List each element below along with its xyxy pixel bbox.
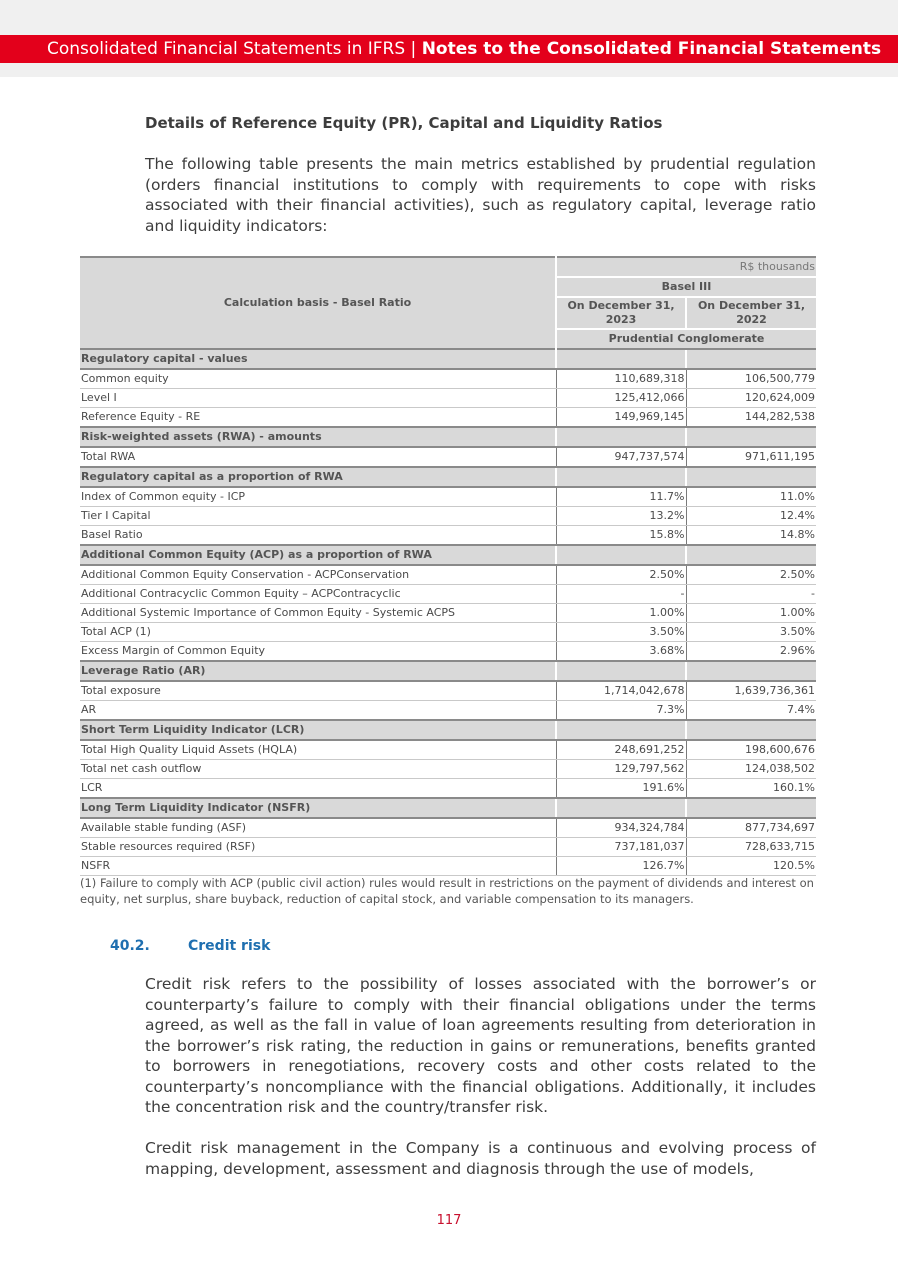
table-group-row bbox=[80, 545, 816, 565]
credit-risk-paragraph: Credit risk refers to the possibility of losses associated with the borrower’s or counterparty’s failure to comply with their financial obligations under the terms agreed, as well as the fall in value of loan agreements resulting from deterioration in the borrower’s risk rating, the reduction in gains or remunerations, benefits granted to borrowers in renegotiations, recovery costs and other costs related to the counterparty’s noncompliance with the financial obligations. Additionally, it includes the concentration risk and the country/transfer risk. bbox=[145, 975, 816, 1116]
column-header-2022: On December 31, 2022 bbox=[686, 297, 816, 329]
value-2022: 1.00% bbox=[686, 604, 816, 623]
value-2023: 934,324,784 bbox=[556, 818, 686, 838]
value-2023: - bbox=[556, 585, 686, 604]
value-2023: 7.3% bbox=[556, 701, 686, 721]
capital-metrics-table bbox=[80, 256, 816, 876]
group-spacer bbox=[556, 427, 686, 447]
table-body bbox=[80, 349, 816, 876]
row-label: NSFR bbox=[80, 857, 556, 876]
subsection-number: 40.2. bbox=[110, 938, 150, 954]
value-2023: 110,689,318 bbox=[556, 369, 686, 389]
value-2023: 13.2% bbox=[556, 507, 686, 526]
top-margin bbox=[0, 0, 898, 35]
framework-header: Basel III bbox=[556, 277, 816, 297]
value-2022: 14.8% bbox=[686, 526, 816, 546]
value-2023: 149,969,145 bbox=[556, 408, 686, 428]
group-spacer bbox=[686, 798, 816, 818]
header-section: Consolidated Financial Statements in IFRS bbox=[47, 39, 406, 59]
value-2022: 877,734,697 bbox=[686, 818, 816, 838]
row-label: Tier I Capital bbox=[80, 507, 556, 526]
value-2022: 7.4% bbox=[686, 701, 816, 721]
table-row bbox=[80, 565, 816, 585]
value-2023: 126.7% bbox=[556, 857, 686, 876]
intro-paragraph: The following table presents the main metrics established by prudential regulation (orders financial institutions to comply with requirements to cope with risks associated with their financial activities), such as regulatory capital, leverage ratio and liquidity indicators: bbox=[145, 155, 816, 235]
group-title: Long Term Liquidity Indicator (NSFR) bbox=[80, 798, 556, 818]
table-row bbox=[80, 526, 816, 546]
value-2023: 15.8% bbox=[556, 526, 686, 546]
credit-risk-management-paragraph: Credit risk management in the Company is a continuous and evolving process of mapping, development, assessment and diagnosis through the use of models, bbox=[145, 1139, 816, 1178]
group-title: Short Term Liquidity Indicator (LCR) bbox=[80, 720, 556, 740]
group-spacer bbox=[556, 545, 686, 565]
page-number: 117 bbox=[436, 1213, 462, 1228]
row-label: Reference Equity - RE bbox=[80, 408, 556, 428]
value-2022: 971,611,195 bbox=[686, 447, 816, 467]
value-2023: 248,691,252 bbox=[556, 740, 686, 760]
table-row bbox=[80, 507, 816, 526]
group-spacer bbox=[686, 720, 816, 740]
unit-header: R$ thousands bbox=[556, 257, 816, 277]
value-2023: 129,797,562 bbox=[556, 760, 686, 779]
scope-header: Prudential Conglomerate bbox=[556, 329, 816, 349]
value-2023: 191.6% bbox=[556, 779, 686, 799]
table-row bbox=[80, 389, 816, 408]
table-group-row bbox=[80, 661, 816, 681]
group-title: Risk-weighted assets (RWA) - amounts bbox=[80, 427, 556, 447]
table-group-row bbox=[80, 349, 816, 369]
value-2023: 125,412,066 bbox=[556, 389, 686, 408]
row-label: Excess Margin of Common Equity bbox=[80, 642, 556, 662]
table-row bbox=[80, 642, 816, 662]
table-row bbox=[80, 487, 816, 507]
row-label: Common equity bbox=[80, 369, 556, 389]
table-row bbox=[80, 623, 816, 642]
row-label: Stable resources required (RSF) bbox=[80, 838, 556, 857]
value-2023: 2.50% bbox=[556, 565, 686, 585]
value-2022: 120,624,009 bbox=[686, 389, 816, 408]
group-title: Leverage Ratio (AR) bbox=[80, 661, 556, 681]
subsection-heading bbox=[110, 938, 271, 954]
value-2022: 728,633,715 bbox=[686, 838, 816, 857]
row-label: Total ACP (1) bbox=[80, 623, 556, 642]
group-spacer bbox=[686, 349, 816, 369]
value-2022: 124,038,502 bbox=[686, 760, 816, 779]
value-2022: 160.1% bbox=[686, 779, 816, 799]
group-spacer bbox=[686, 467, 816, 487]
group-spacer bbox=[556, 349, 686, 369]
value-2022: 106,500,779 bbox=[686, 369, 816, 389]
table-row bbox=[80, 447, 816, 467]
value-2022: 198,600,676 bbox=[686, 740, 816, 760]
row-label: Level I bbox=[80, 389, 556, 408]
row-label: Basel Ratio bbox=[80, 526, 556, 546]
group-spacer bbox=[556, 467, 686, 487]
table-row bbox=[80, 369, 816, 389]
row-label: Total High Quality Liquid Assets (HQLA) bbox=[80, 740, 556, 760]
row-label: Total exposure bbox=[80, 681, 556, 701]
value-2022: - bbox=[686, 585, 816, 604]
group-spacer bbox=[556, 720, 686, 740]
header-underline bbox=[0, 63, 898, 77]
row-label: Additional Common Equity Conservation - ACPConservation bbox=[80, 565, 556, 585]
table-row bbox=[80, 740, 816, 760]
table-row bbox=[80, 585, 816, 604]
column-header-2023: On December 31, 2023 bbox=[556, 297, 686, 329]
row-label: Total RWA bbox=[80, 447, 556, 467]
value-2023: 1.00% bbox=[556, 604, 686, 623]
group-spacer bbox=[556, 798, 686, 818]
value-2022: 3.50% bbox=[686, 623, 816, 642]
row-label: LCR bbox=[80, 779, 556, 799]
value-2023: 3.68% bbox=[556, 642, 686, 662]
value-2022: 2.50% bbox=[686, 565, 816, 585]
value-2023: 947,737,574 bbox=[556, 447, 686, 467]
value-2022: 1,639,736,361 bbox=[686, 681, 816, 701]
header-separator: | bbox=[410, 39, 417, 59]
row-label: AR bbox=[80, 701, 556, 721]
group-title: Additional Common Equity (ACP) as a proportion of RWA bbox=[80, 545, 556, 565]
header-band bbox=[0, 35, 898, 63]
table-row bbox=[80, 779, 816, 799]
group-spacer bbox=[686, 427, 816, 447]
row-label: Additional Systemic Importance of Common Equity - Systemic ACPS bbox=[80, 604, 556, 623]
table-row bbox=[80, 604, 816, 623]
subsection-title: Credit risk bbox=[188, 938, 271, 954]
table-group-row bbox=[80, 467, 816, 487]
row-label: Total net cash outflow bbox=[80, 760, 556, 779]
value-2023: 737,181,037 bbox=[556, 838, 686, 857]
table-row bbox=[80, 857, 816, 876]
table-group-row bbox=[80, 720, 816, 740]
table-row bbox=[80, 408, 816, 428]
value-2022: 2.96% bbox=[686, 642, 816, 662]
group-title: Regulatory capital as a proportion of RWA bbox=[80, 467, 556, 487]
value-2022: 144,282,538 bbox=[686, 408, 816, 428]
table-row bbox=[80, 681, 816, 701]
value-2023: 11.7% bbox=[556, 487, 686, 507]
value-2022: 12.4% bbox=[686, 507, 816, 526]
value-2022: 120.5% bbox=[686, 857, 816, 876]
basis-header: Calculation basis - Basel Ratio bbox=[80, 257, 556, 349]
table-row bbox=[80, 838, 816, 857]
group-title: Regulatory capital - values bbox=[80, 349, 556, 369]
table-row bbox=[80, 818, 816, 838]
header-subsection: Notes to the Consolidated Financial Statements bbox=[421, 39, 882, 59]
group-spacer bbox=[686, 545, 816, 565]
row-label: Additional Contracyclic Common Equity – ACPContracyclic bbox=[80, 585, 556, 604]
table-group-row bbox=[80, 798, 816, 818]
table-row bbox=[80, 760, 816, 779]
section-title: Details of Reference Equity (PR), Capital and Liquidity Ratios bbox=[145, 114, 663, 132]
row-label: Available stable funding (ASF) bbox=[80, 818, 556, 838]
value-2023: 1,714,042,678 bbox=[556, 681, 686, 701]
group-spacer bbox=[686, 661, 816, 681]
value-2022: 11.0% bbox=[686, 487, 816, 507]
table-row bbox=[80, 701, 816, 721]
footnote: (1) Failure to comply with ACP (public civil action) rules would result in restrictions on the payment of dividends and interest on equity, net surplus, share buyback, reduction of capital stock, and variable compensation to its managers. bbox=[80, 876, 814, 906]
value-2023: 3.50% bbox=[556, 623, 686, 642]
table-group-row bbox=[80, 427, 816, 447]
group-spacer bbox=[556, 661, 686, 681]
row-label: Index of Common equity - ICP bbox=[80, 487, 556, 507]
